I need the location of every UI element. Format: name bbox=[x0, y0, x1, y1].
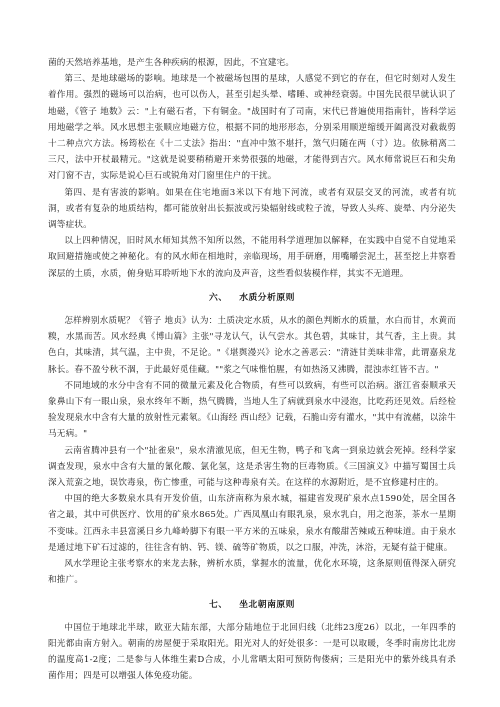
paragraph: 以上四种情况，旧时风水师知其然不知所以然，不能用科学道理加以解释，在实践中自觉不自觉地采取回避措施或使之神秘化。有的风水师在相地时，亲临现场，用手研磨，用嘴嚼尝泥土，甚至挖上井察看深层的土质，水质，俯身贴耳聆听地下水的流向及声音，这些看似装模作样，其实不无道理。 bbox=[48, 236, 456, 279]
paragraph: 中国位于地球北半球，欧亚大陆东部，大部分陆地位于北回归线（北纬23度26）以北，一年四季的阳光都由南方射入。朝南的房屋便于采取阳光。阳光对人的好处很多：一是可以取暖，冬季时南房比北房的温度高1-2度；二是参与人体维生素D合成，小儿常晒太阳可预防佝偻病；三是阳光中的紫外线具有杀菌作用；四是可以增强人体免疫功能。 bbox=[48, 622, 456, 682]
section-number: 七、 bbox=[209, 599, 228, 610]
paragraph: 第三、是地球磁场的影响。地球是一个被磁场包围的星球，人感觉不到它的存在，但它时刻对人发生着作用。强烈的磁场可以治病，也可以伤人，甚至引起头晕、嗜睡、或神经衰弱。中国先民很早就认识了地磁，《管子 地数》云："上有磁石者，下有铜金。"战国时有了司南，宋代已普遍使用指南针，皆科学运用地磁学之举。风水思想主张顺应地磁方位，根据不同的地形形态，分别采用顺逆缩缓开阖离没对截裁剪十二种点穴方法。杨筠松在《十二丈法》指出："直冲中煞不堪扦，煞气归随在两（寸）边。依脉稍离二三尺，法中开杖最精元。"这就是说要稍稍避开来势很强的地磁，才能得到吉穴。风水师常说巨石和尖角对门窗不吉，实际是说心巨石或锐角对门窗里住户的干扰。 bbox=[48, 74, 456, 182]
paragraph: 菌的天然培养基地，是产生各种疾病的根源，因此，不宜建宅。 bbox=[48, 58, 295, 68]
section-north-south bbox=[48, 620, 456, 685]
section-heading-water-quality bbox=[48, 290, 456, 306]
paragraph: 第四、是有害波的影响。如果在住宅地面3米以下有地下河流，或者有双层交叉的河流，或者有坑洞，或者有复杂的地质结构，都可能放射出长振波或污染辐射线或粒子流，导致人头疼、旋晕、内分泌失调等症状。 bbox=[48, 187, 456, 231]
paragraph: 不同地域的水分中含有不同的微量元素及化合物质，有些可以致病，有些可以治病。浙江省泰顺承天象鼻山下有一眼山泉，泉水终年不断，热气腾腾，当地人生了病就到泉水中浸泡，比吃药还见效。后经检验发现泉水中含有大量的放射性元素氡。《山海经 西山经》记载，石脆山旁有灌水，"其中有流赭，以涂牛马无病。" bbox=[48, 380, 456, 440]
paragraph: 中国的绝大多数泉水具有开发价值，山东济南称为泉水城，福建省发现矿泉水点1590处，居全国各省之最，其中可供医疗、饮用的矿泉水865处。广西凤凰山有眼乳泉，泉水乳白，用之泡茶，茶水一星期不变味。江西永丰县富溪日乡九峰岭脚下有眼一平方米的五味泉，泉水有酸甜苦辣咸五种味道。由于泉水是通过地下矿石过滤的，往往含有钠、钙、镁、硫等矿物质，以之口服，冲洗，沐浴，无疑有益于健康。 bbox=[48, 494, 456, 553]
section-water-quality bbox=[48, 313, 456, 588]
paragraph: 怎样辨别水质呢？《管子 地贞》认为：土质决定水质，从水的颜色判断水的质量，水白而甘，水黄而糗，水黑而苦。风水经典《博山篇》主张"寻龙认气，认气尝水。其色碧，其味甘，其气香，主上贵。其色白，其味清，其气温，主中贵，不足论。"《堪舆漫兴》论水之善恶云："清涟甘美味非常，此谓嘉泉龙脉长。春不盈兮秋不涸，于此最好觅佳藏。""浆之气味惟怕腥，有如热汤又沸腾，混浊赤红皆不吉。" bbox=[48, 316, 456, 375]
paragraph: 云南省腾冲县有一个"扯雀泉"，泉水清澈见底，但无生物，鸭子和飞禽一到泉边就会死掉。经科学家调查发现，泉水中含有大量的氰化酸、氯化氢，这是杀害生物的巨毒物质。《三国演义》中描写蜀国士兵深入荒蛮之地，误饮毒泉，伤亡惨重，可能与这种毒泉有关。在这样的水源附近，是不宜修建村庄的。 bbox=[48, 445, 456, 489]
paragraph: 风水学理论主张考察水的来龙去脉，辨析水质，掌握水的流量，优化水环境，这条原则值得深入研究和推广。 bbox=[48, 559, 456, 586]
section-title: 坐北朝南原则 bbox=[239, 599, 295, 610]
section-intro bbox=[48, 55, 456, 282]
section-number: 六、 bbox=[209, 292, 228, 303]
section-title: 水质分析原则 bbox=[239, 292, 295, 303]
section-heading-north-south bbox=[48, 597, 456, 613]
